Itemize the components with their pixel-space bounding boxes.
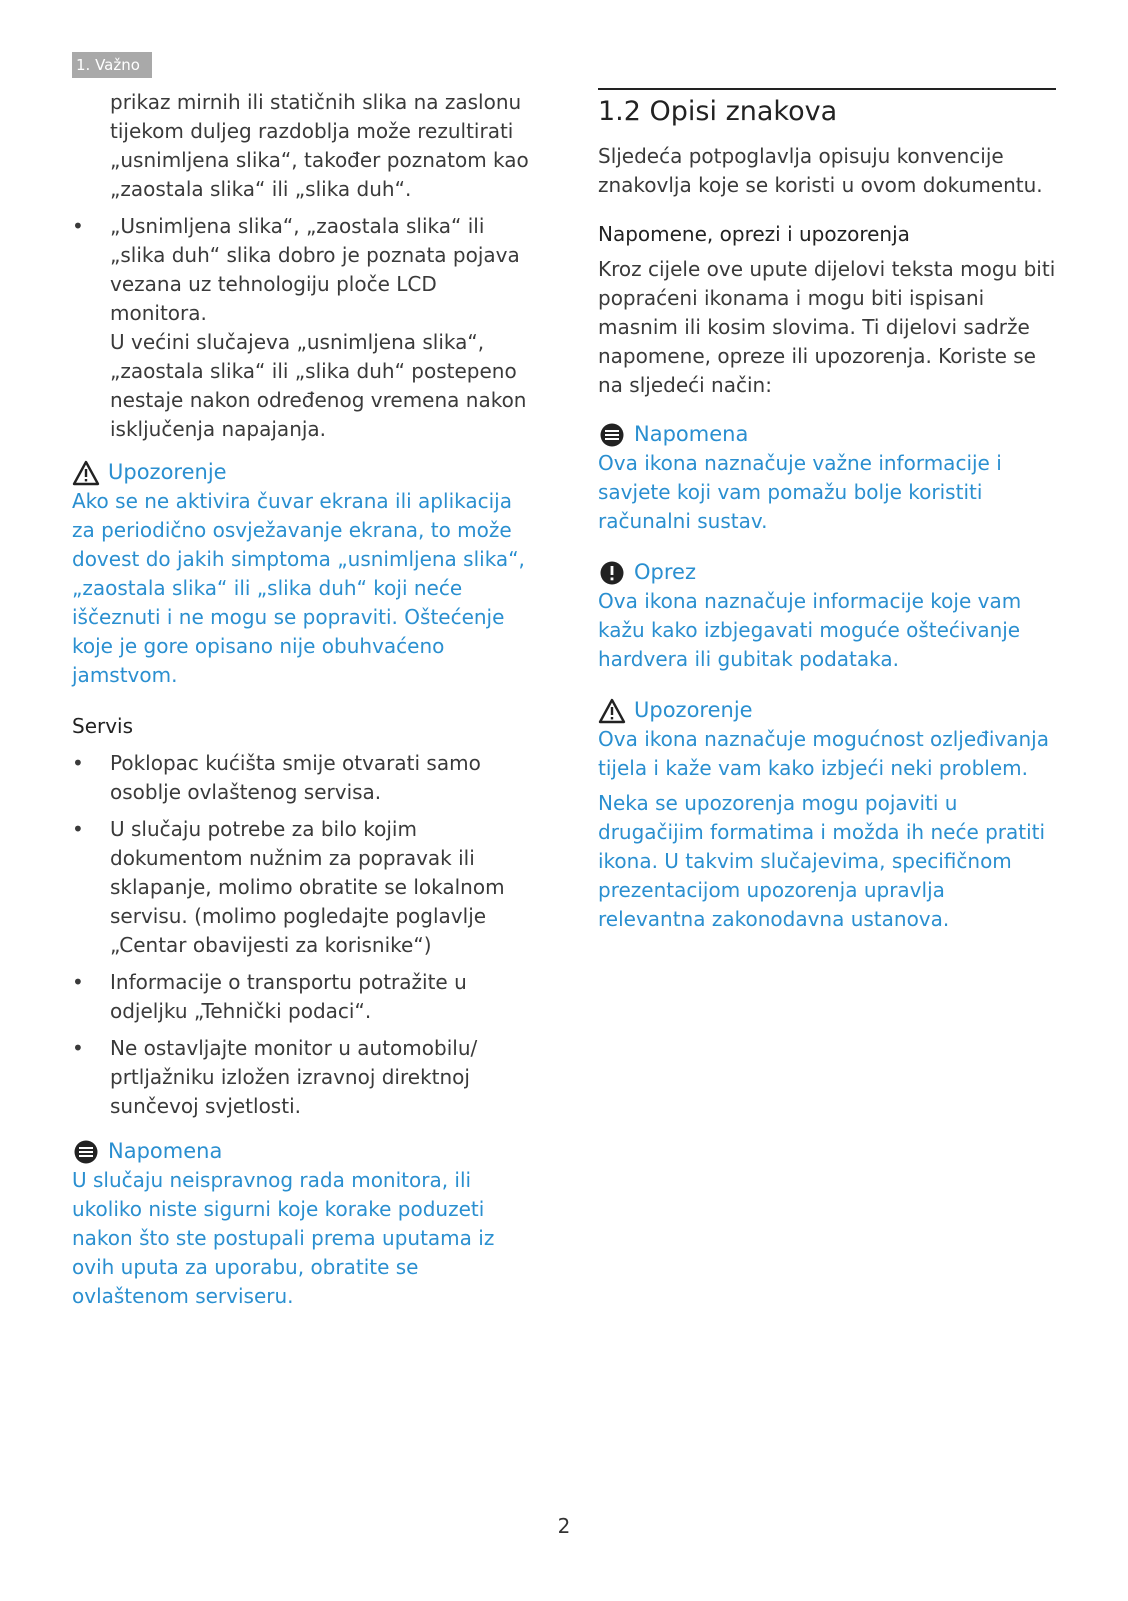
caution-text: Ova ikona naznačuje informacije koje vam kažu kako izbjegavati moguće oštećivanje hardvera ili gubitak podataka. xyxy=(598,589,1022,671)
section-title: 1.2 Opisi znakova xyxy=(598,96,838,127)
bullet-dot: • xyxy=(72,970,84,994)
warning-icon xyxy=(598,698,626,724)
warning-text: Ova ikona naznačuje mogućnost ozljeđivanja tijela i kaže vam kako izbjeći neki problem. xyxy=(598,727,1049,780)
warning-text: Ako se ne aktivira čuvar ekrana ili aplikacija za periodično osvježavanje ekrana, to može dovest do jakih simptoma „usnimljena slika“, „zaostala slika“ ili „slika duh“ koji neće iščeznuti i ne mogu se popraviti. Oštećenje koje je gore opisano nije obuhvaćeno jamstvom. xyxy=(72,489,525,687)
left-column xyxy=(72,88,537,1311)
chapter-tab: 1. Važno xyxy=(72,52,152,78)
warning-callout xyxy=(598,696,1056,934)
servis-heading: Servis xyxy=(72,714,134,738)
warning-icon xyxy=(72,460,100,486)
list-item xyxy=(72,212,537,444)
note-text: Ova ikona naznačuje važne informacije i savjete koji vam pomažu bolje koristiti računalni sustav. xyxy=(598,451,1002,533)
note-callout xyxy=(598,420,1056,536)
warning-heading xyxy=(72,458,537,487)
note-icon xyxy=(598,422,626,448)
bullet-dot: • xyxy=(72,1036,84,1060)
caution-callout xyxy=(598,558,1056,674)
list-item-text: Poklopac kućišta smije otvarati samo osoblje ovlaštenog servisa. xyxy=(110,751,481,804)
warning-text: Neka se upozorenja mogu pojaviti u drugačijim formatima i možda ih neće pratiti ikona. U takvim slučajevima, specifičnom prezentacijom upozorenja upravlja relevantna zakonodavna ustanova. xyxy=(598,791,1046,931)
caution-icon xyxy=(598,560,626,586)
caution-heading xyxy=(598,558,1056,587)
list-item-text: Informacije o transportu potražite u odjeljku „Tehnički podaci“. xyxy=(110,970,467,1023)
list-item-text: „Usnimljena slika“, „zaostala slika“ ili „slika duh“ slika dobro je poznata pojava vezana uz tehnologiju ploče LCD monitora. xyxy=(110,214,520,325)
sub-heading: Napomene, oprezi i upozorenja xyxy=(598,222,910,246)
section-rule xyxy=(598,88,1056,90)
list-item xyxy=(72,749,537,807)
right-column xyxy=(598,88,1056,934)
bullet-dot: • xyxy=(72,214,84,238)
warning-callout xyxy=(72,458,537,690)
sub-paragraph: Kroz cijele ove upute dijelovi teksta mogu biti popraćeni ikonama i mogu biti ispisani masnim ili kosim slovima. Ti dijelovi sadrže napomene, opreze ili upozorenja. Koriste se na sljedeći način: xyxy=(598,257,1056,397)
note-heading xyxy=(72,1137,537,1166)
list-item xyxy=(72,815,537,960)
intro-paragraph: Sljedeća potpoglavlja opisuju konvencije znakovlja koje se koristi u ovom dokumentu. xyxy=(598,144,1043,197)
note-text: U slučaju neispravnog rada monitora, ili ukoliko niste sigurni koje korake poduzeti nakon što ste postupali prema uputama iz ovih uputa za uporabu, obratite se ovlaštenom serviseru. xyxy=(72,1168,495,1308)
warning-heading xyxy=(598,696,1056,725)
warning-title: Upozorenje xyxy=(634,698,753,722)
list-item-text: U većini slučajeva „usnimljena slika“, „zaostala slika“ ili „slika duh“ postepeno nestaje nakon određenog vremena nakon isključenja napajanja. xyxy=(110,330,527,441)
note-callout xyxy=(72,1137,537,1311)
list-item xyxy=(72,1034,537,1121)
bullet-dot: • xyxy=(72,751,84,775)
page-number: 2 xyxy=(557,1514,571,1538)
note-title: Napomena xyxy=(108,1139,223,1163)
note-icon xyxy=(72,1139,100,1165)
note-title: Napomena xyxy=(634,422,749,446)
warning-title: Upozorenje xyxy=(108,460,227,484)
note-heading xyxy=(598,420,1056,449)
list-item-text: U slučaju potrebe za bilo kojim dokumentom nužnim za popravak ili sklapanje, molimo obratite se lokalnom servisu. (molimo pogledajte poglavlje „Centar obavijesti za korisnike“) xyxy=(110,817,505,957)
list-item xyxy=(72,968,537,1026)
list-item-text: Ne ostavljajte monitor u automobilu/ prtljažniku izložen izravnoj direktnoj sunčevoj svjetlosti. xyxy=(110,1036,478,1118)
continued-paragraph: prikaz mirnih ili statičnih slika na zaslonu tijekom duljeg razdoblja može rezultirati „usnimljena slika“, također poznatom kao „zaostala slika“ ili „slika duh“. xyxy=(110,90,529,201)
caution-title: Oprez xyxy=(634,560,696,584)
bullet-dot: • xyxy=(72,817,84,841)
